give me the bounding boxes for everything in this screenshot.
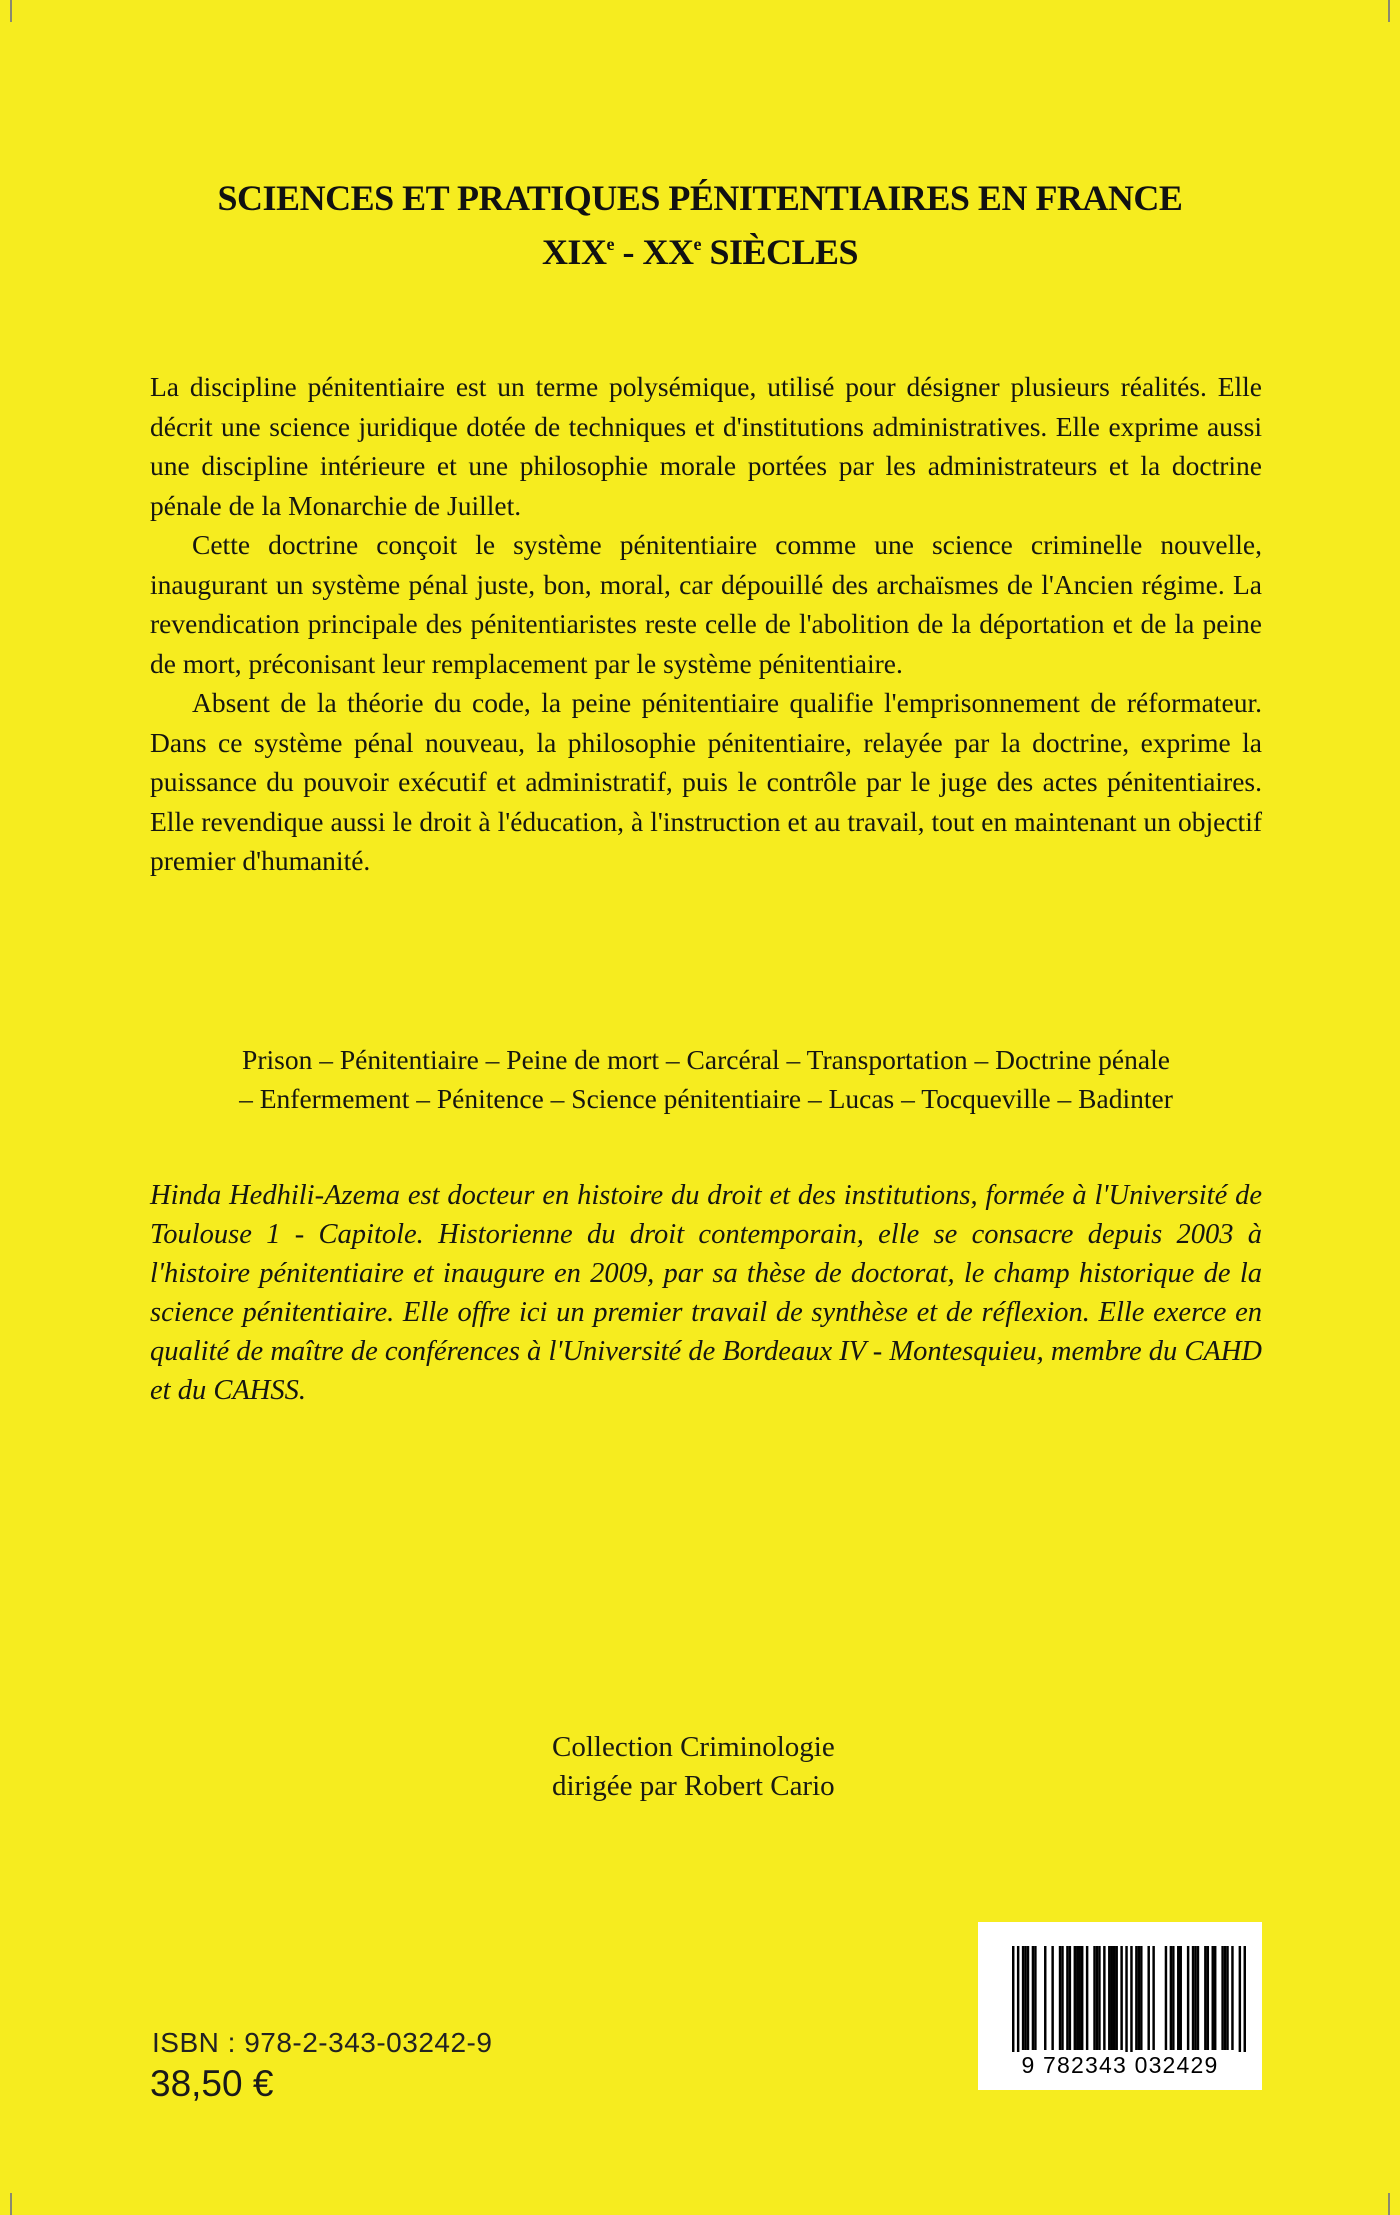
barcode-bar [1135,1946,1137,2050]
barcode-bar [1115,1946,1117,2050]
barcode-bar [1076,1946,1078,2050]
barcode-bar [1074,1946,1076,2050]
crop-mark-bottom-left [10,2193,12,2215]
barcode-bar [1172,1946,1174,2050]
barcode-bar [1207,1946,1209,2050]
barcode-bar [1111,1946,1113,2050]
barcode-bar [1120,1946,1122,2050]
barcode-bar [1051,1946,1053,2050]
barcode-bar [1081,1946,1083,2050]
barcode-bar [1194,1946,1196,2050]
barcode-bar [1086,1946,1088,2050]
barcode-bar [1012,1946,1014,2058]
barcode-bar [1244,1946,1246,2058]
summary-paragraph-3: Absent de la théorie du code, la peine pénitentiaire qualifie l'emprisonnement de réformateur. Dans ce système pénal nouveau, la philosophie pénitentiaire, relayée par la doctrine, exprime la puissance du pouvoir exécutif et administratif, puis le contrôle par le juge des actes pénitentiaires. Elle revendique aussi le droit à l'éducation, à l'instruction et au travail, tout en maintenant un objectif premier d'humanité. [150,687,1262,876]
barcode-bar [1059,1946,1061,2050]
barcode-bar [1024,1946,1026,2050]
price: 38,50 € [150,2063,274,2104]
barcode-bar [1108,1946,1110,2050]
keywords-line-1: Prison – Pénitentiaire – Peine de mort – Carcéral – Transportation – Doctrine pénale [242,1044,1170,1075]
century-20-suffix: e [693,234,701,254]
century-20: XX [642,232,694,272]
barcode-bar [1197,1946,1199,2050]
barcode-bar [1022,1946,1024,2050]
barcode-bar [1113,1946,1115,2050]
barcode-bar [1192,1946,1194,2050]
barcode-bar [1034,1946,1036,2050]
barcode-bar [1204,1946,1206,2050]
century-19: XIX [541,232,607,272]
barcode-bar [1239,1946,1241,2058]
isbn: ISBN : 978-2-343-03242-9 [152,2027,493,2058]
author-bio: Hinda Hedhili-Azema est docteur en histoire du droit et des institutions, formée à l'Université de Toulouse 1 - Capitole. Historienne du droit contemporain, elle se consacre depuis 2003 à l'histoire pénitentiaire et inaugure en 2009, par sa thèse de doctorat, le champ historique de la science pénitentiaire. Elle offre ici un premier travail de synthèse et de réflexion. Elle exerce en qualité de maître de conférences à l'Université de Bordeaux IV - Montesquieu, membre du CAHD et du CAHSS. [150,1180,1262,1406]
barcode-bar [1138,1946,1140,2050]
barcode-bar [1079,1946,1081,2050]
barcode-bar [1098,1946,1100,2050]
barcode-bar [1224,1946,1226,2050]
barcode-bar [1066,1946,1068,2050]
title-line-1: SCIENCES ET PRATIQUES PÉNITENTIAIRES EN FRANCE [217,178,1183,218]
barcode-bar [1103,1946,1105,2050]
barcode-bars [1012,1946,1246,2058]
collection-director: dirigée par Robert Cario [552,1770,835,1802]
barcode-bar [1125,1946,1127,2058]
barcode-bar [1187,1946,1189,2050]
barcode-bar [1093,1946,1095,2050]
century-19-suffix: e [606,234,614,254]
barcode-bar [1140,1946,1142,2050]
barcode-bar [1061,1946,1063,2050]
collection-info [552,1728,835,1806]
barcode-bar [1069,1946,1071,2050]
keywords-line-2: – Enfermement – Pénitence – Science pénitentiaire – Lucas – Tocqueville – Badinter [239,1083,1173,1114]
barcode-bar [1214,1946,1216,2050]
barcode-bar [1165,1946,1167,2050]
barcode-bar [1212,1946,1214,2050]
barcode-bar [1152,1946,1154,2050]
barcode-bar [1027,1946,1029,2050]
barcode-bar [1231,1946,1233,2050]
barcode-bar [1221,1946,1223,2050]
barcode-bar [1032,1946,1034,2050]
crop-mark-top-left [10,0,12,22]
barcode-bar [1096,1946,1098,2050]
barcode-bar [1177,1946,1179,2050]
book-summary [150,367,1262,881]
barcode-bar [1130,1946,1132,2058]
barcode [978,1922,1262,2090]
barcode-bar [1179,1946,1181,2050]
centuries-word: SIÈCLES [700,232,859,272]
barcode-digits: 9 782343 032429 [988,2052,1252,2079]
book-title [0,175,1400,275]
barcode-bar [1170,1946,1172,2050]
summary-paragraph-1: La discipline pénitentiaire est un terme polysémique, utilisé pour désigner plusieurs réalités. Elle décrit une science juridique dotée de techniques et d'institutions administratives. Elle exprime aussi une discipline intérieure et une philosophie morale portées par les administrateurs et la doctrine pénale de la Monarchie de Juillet. [150,371,1262,521]
century-separator: - [613,232,643,272]
collection-name: Collection Criminologie [552,1731,835,1763]
barcode-bar [1017,1946,1019,2058]
barcode-bar [1044,1946,1046,2050]
crop-mark-bottom-right [1388,2193,1390,2215]
crop-mark-top-right [1388,0,1390,22]
keywords [150,1040,1262,1118]
summary-paragraph-2: Cette doctrine conçoit le système pénitentiaire comme une science criminelle nouvelle, inaugurant un système pénal juste, bon, moral, car dépouillé des archaïsmes de l'Ancien régime. La revendication principale des pénitentiaristes reste celle de l'abolition de la déportation et de la peine de mort, préconisant leur remplacement par le système pénitentiaire. [150,529,1262,679]
barcode-bar [1226,1946,1228,2050]
barcode-bar [1147,1946,1149,2050]
title-line-2 [0,221,1400,275]
